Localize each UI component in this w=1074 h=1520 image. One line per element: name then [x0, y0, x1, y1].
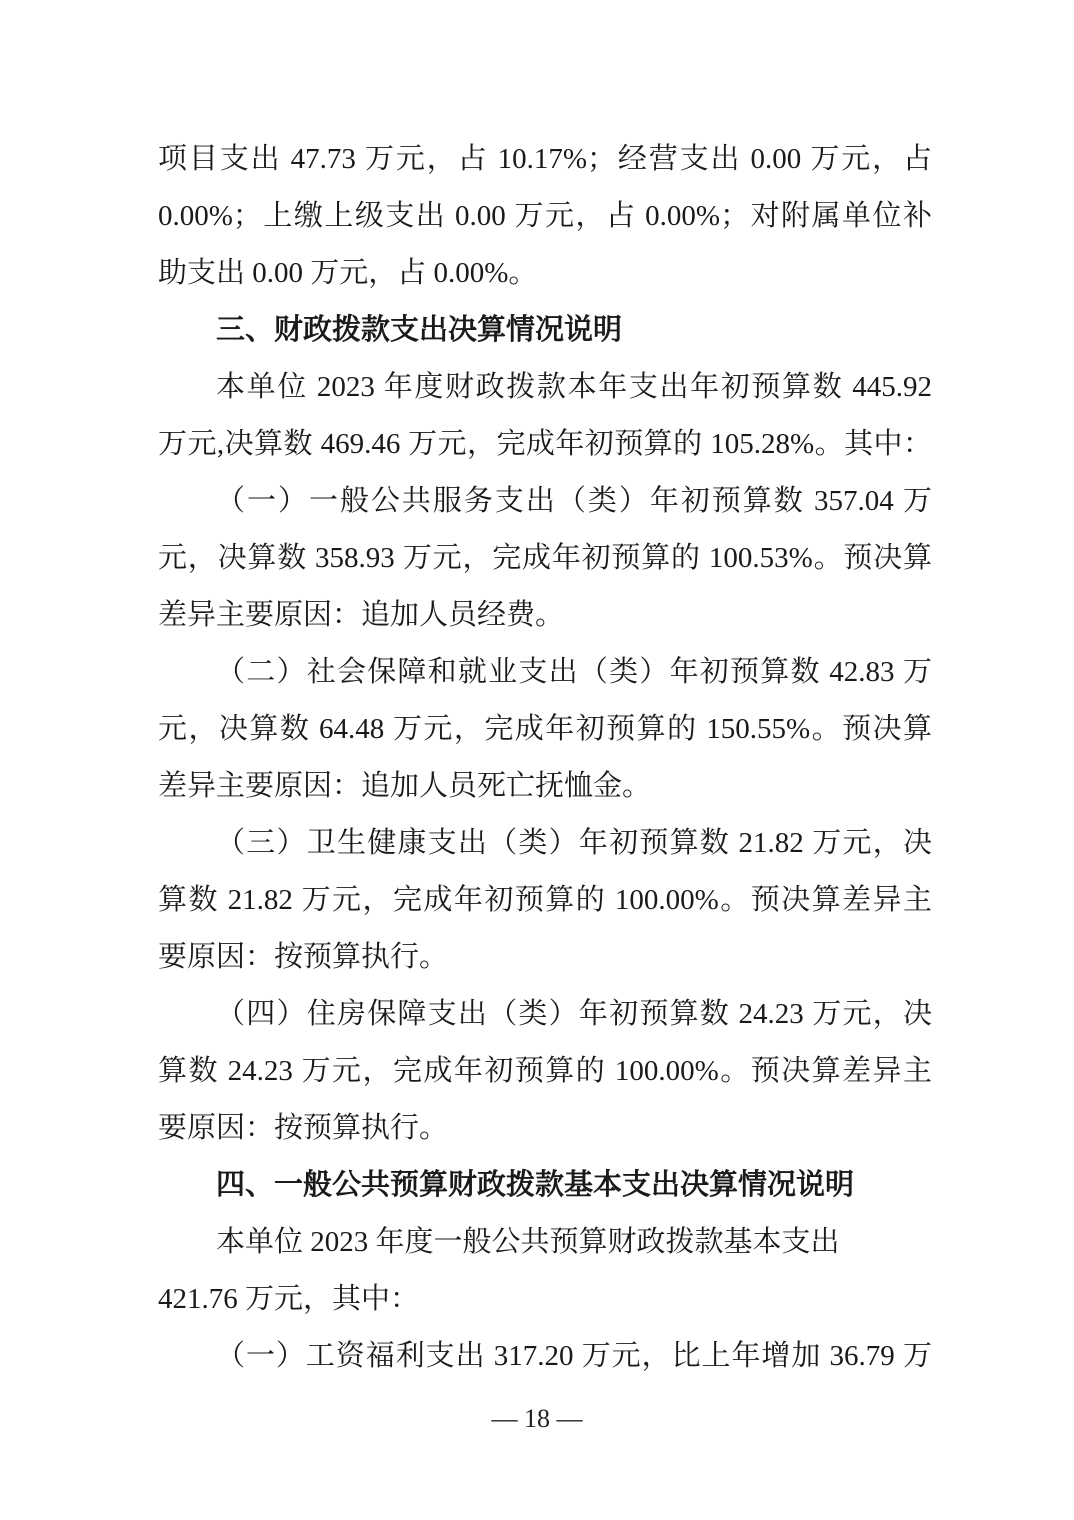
text-line: 差异主要原因：追加人员死亡抚恤金。 — [158, 770, 652, 802]
text-line: 421.76 万元，其中： — [158, 1283, 420, 1315]
section-heading-4: 四、一般公共预算财政拨款基本支出决算情况说明 — [216, 1169, 855, 1201]
text-line: （四）住房保障支出（类）年初预算数 24.23 万元，决 — [216, 998, 932, 1030]
text-line: 本单位 2023 年度一般公共预算财政拨款基本支出 — [216, 1226, 840, 1258]
text-line: 万元,决算数 469.46 万元，完成年初预算的 105.28%。其中： — [158, 428, 932, 460]
text-line: 项目支出 47.73 万元，占 10.17%；经营支出 0.00 万元，占 — [158, 143, 932, 175]
text-line: （一）工资福利支出 317.20 万元，比上年增加 36.79 万 — [216, 1340, 932, 1372]
text-line: 0.00%；上缴上级支出 0.00 万元，占 0.00%；对附属单位补 — [158, 200, 932, 232]
text-line: 要原因：按预算执行。 — [158, 1112, 449, 1144]
page-number: — 18 — — [491, 1404, 583, 1433]
text-line: 差异主要原因：追加人员经费。 — [158, 599, 565, 631]
text-line: 助支出 0.00 万元，占 0.00%。 — [158, 257, 538, 289]
text-line: 要原因：按预算执行。 — [158, 941, 449, 973]
text-line: 算数 21.82 万元，完成年初预算的 100.00%。预决算差异主 — [158, 884, 932, 916]
document-body — [158, 131, 932, 1385]
text-line: （二）社会保障和就业支出（类）年初预算数 42.83 万 — [216, 656, 932, 688]
text-line: （一）一般公共服务支出（类）年初预算数 357.04 万 — [216, 485, 932, 517]
section-heading-3: 三、财政拨款支出决算情况说明 — [216, 314, 623, 346]
text-line: 元，决算数 64.48 万元，完成年初预算的 150.55%。预决算 — [158, 713, 932, 745]
text-line: 本单位 2023 年度财政拨款本年支出年初预算数 445.92 — [216, 371, 932, 403]
text-line: 算数 24.23 万元，完成年初预算的 100.00%。预决算差异主 — [158, 1055, 932, 1087]
text-line: 元，决算数 358.93 万元，完成年初预算的 100.53%。预决算 — [158, 542, 932, 574]
text-line: （三）卫生健康支出（类）年初预算数 21.82 万元，决 — [216, 827, 932, 859]
